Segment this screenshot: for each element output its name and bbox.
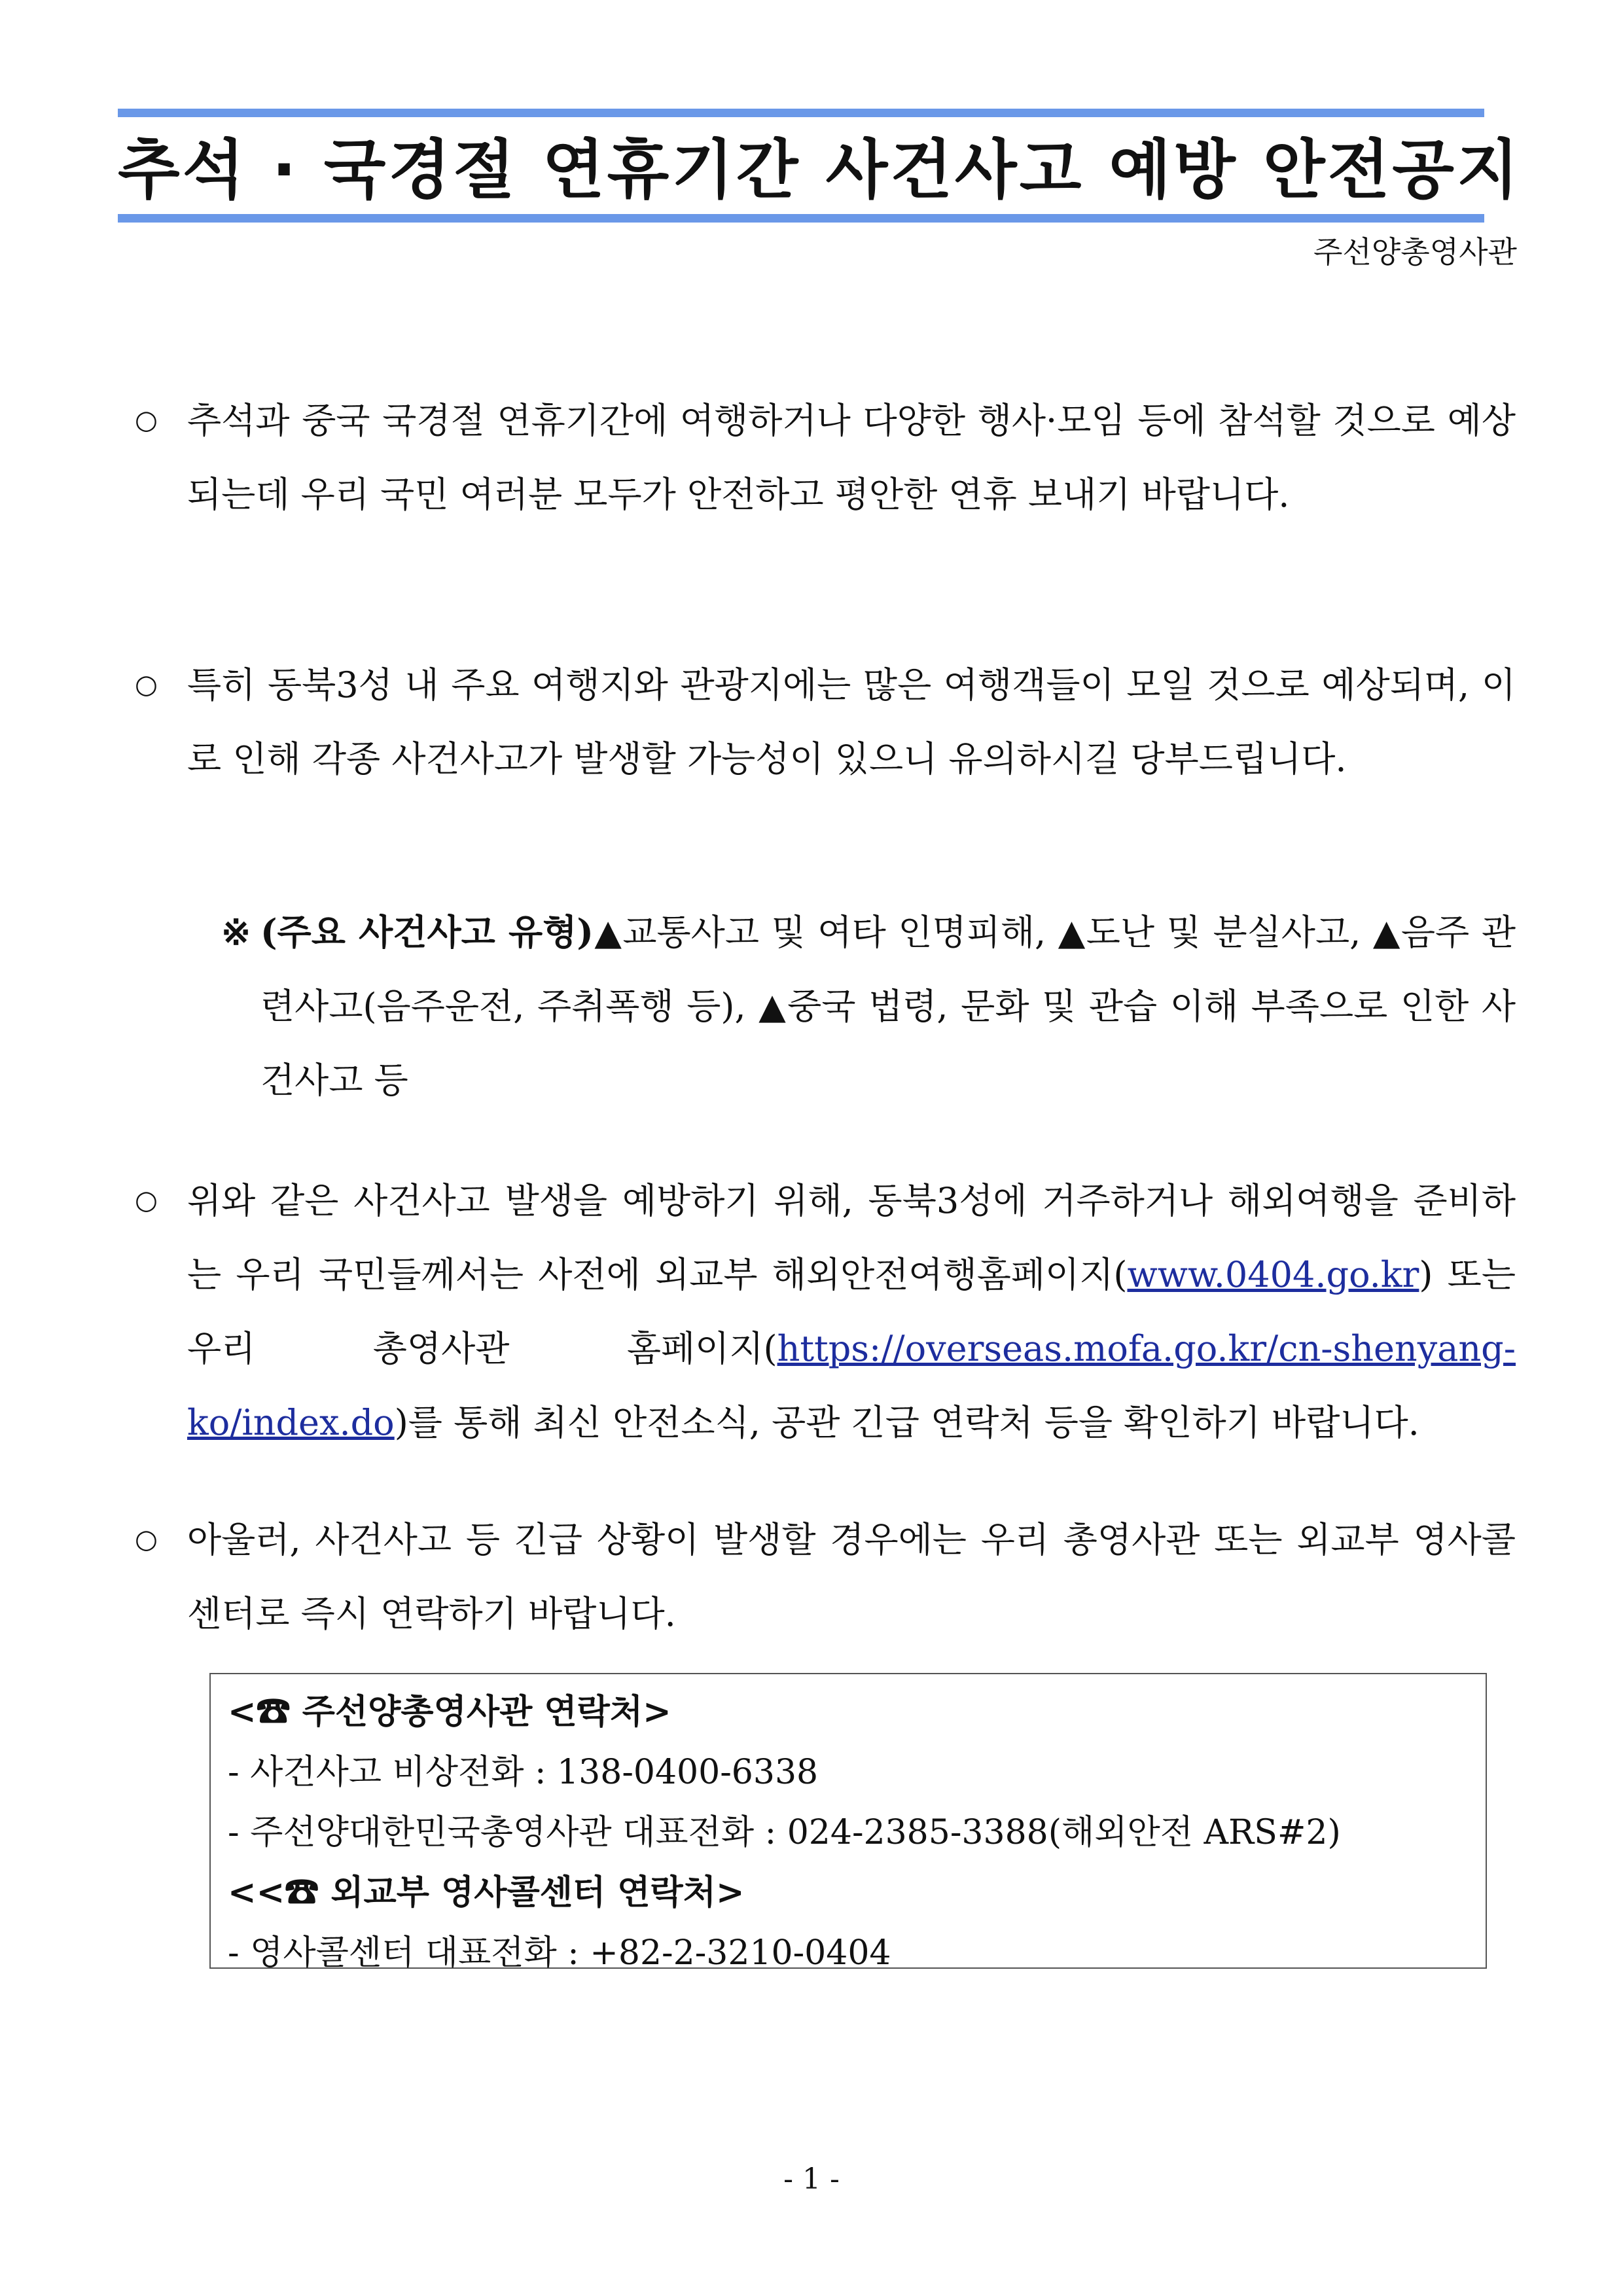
incident-types-note [221,895,1516,1117]
paragraph-prevention-links [135,1164,1516,1460]
reference-mark: ※ [221,911,251,953]
callcenter-phone-line: - 영사콜센터 대표전화 : +82-2-3210-0404 [228,1933,891,1973]
bullet-marker: ○ [135,405,158,435]
safe-travel-link[interactable]: www.0404.go.kr [1127,1254,1419,1295]
bullet-marker: ○ [135,1185,158,1215]
bullet-marker: ○ [135,1524,158,1554]
page-title: 추석 · 국경절 연휴기간 사건사고 예방 안전공지 [118,133,1522,207]
paragraph-text: 위와 같은 사건사고 발생을 예방하기 위해, 동북3성에 거주하거나 해외여행을 준비하는 우리 국민들께서는 사전에 외교부 해외안전여행홈페이지( [187,1180,1516,1295]
consulate-homepage-link[interactable]: https://overseas.mofa.go.kr/cn-shenyang-ko/index.do [187,1328,1516,1443]
contact-info-box [209,1673,1487,1973]
page-number: - 1 - [783,2162,840,2196]
emergency-phone-line: - 사건사고 비상전화 : 138-0400-6338 [228,1753,819,1792]
title-bottom-rule [118,214,1484,223]
bullet-marker: ○ [135,670,158,700]
consulate-contact-heading: <☎ 주선양총영사관 연락처> [228,1692,671,1732]
paragraph-emergency-contact [135,1503,1516,1651]
paragraph-text: )를 통해 최신 안전소식, 공관 긴급 연락처 등을 확인하기 바랍니다. [394,1402,1419,1443]
title-top-rule [118,109,1484,117]
paragraph-holiday-safety [135,384,1516,531]
paragraph-text: 특히 동북3성 내 주요 여행지와 관광지에는 많은 여행객들이 모일 것으로 예상되며, 이로 인해 각종 사건사고가 발생할 가능성이 있으니 유의하시길 당부드립니다. [187,664,1516,780]
consulate-main-phone-line: - 주선양대한민국총영사관 대표전화 : 024-2385-3388(해외안전 ARS#2) [228,1813,1341,1852]
paragraph-text: 추석과 중국 국경절 연휴기간에 여행하거나 다양한 행사·모임 등에 참석할 것으로 예상되는데 우리 국민 여러분 모두가 안전하고 평안한 연휴 보내기 바랍니다. [187,400,1516,515]
paragraph-northeast-travel [135,648,1516,796]
callcenter-contact-heading: <<☎ 외교부 영사콜센터 연락처> [228,1873,745,1912]
note-text: ▲교통사고 및 여타 인명피해, ▲도난 및 분실사고, ▲음주 관련사고(음주운전, 주취폭행 등), ▲중국 법령, 문화 및 관습 이해 부족으로 인한 사건사고 등 [260,912,1516,1101]
organization-name: 주선양총영사관 [1313,234,1517,270]
paragraph-text: ) 또는 우리 총영사관 홈페이지( [187,1254,1516,1369]
paragraph-text: 아울러, 사건사고 등 긴급 상황이 발생할 경우에는 우리 총영사관 또는 외교부 영사콜센터로 즉시 연락하기 바랍니다. [187,1519,1516,1634]
note-label: (주요 사건사고 유형) [260,911,594,953]
